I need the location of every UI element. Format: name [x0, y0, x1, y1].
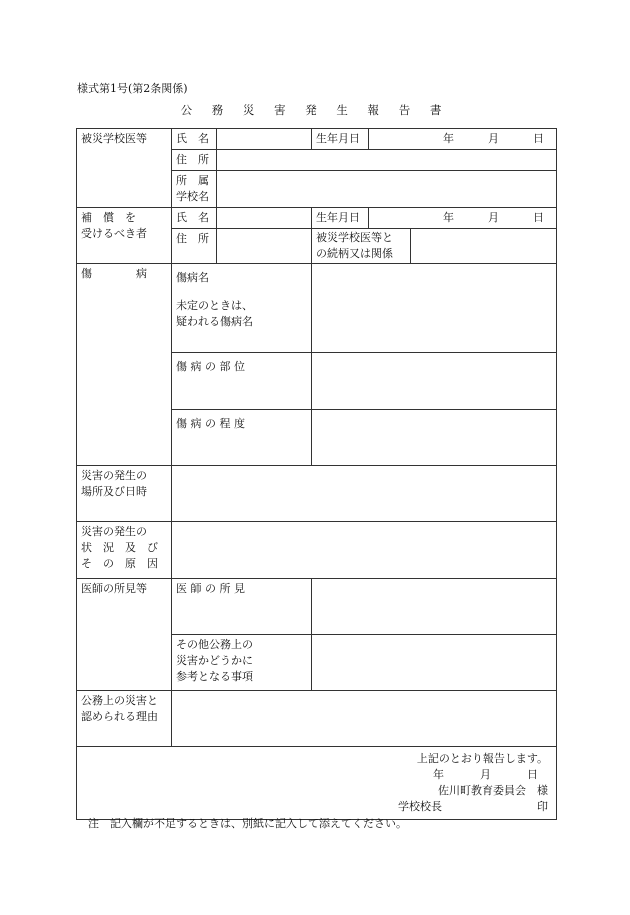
recipient-relation-label: 被災学校医等と の続柄又は関係	[312, 229, 411, 263]
doctor-section-label: 医師の所見等	[77, 579, 172, 691]
doctor-findings-label: 医 師 の 所 見	[172, 579, 312, 635]
reason-label: 公務上の災害と 認められる理由	[77, 691, 172, 747]
recipient-birth-month: 月	[488, 211, 499, 224]
doctor-findings-field[interactable]	[312, 579, 557, 635]
injury-name-label: 傷病名 未定のときは、 疑われる傷病名	[172, 264, 312, 353]
injury-part-field[interactable]	[312, 353, 557, 410]
recipient-birth-year: 年	[443, 211, 454, 224]
recipient-address-label: 住 所	[172, 229, 217, 264]
victim-birth-year: 年	[443, 132, 454, 145]
injury-part-label: 傷 病 の 部 位	[172, 353, 312, 410]
occurrence-situation-label: 災害の発生の 状 況 及 び そ の 原 因	[77, 522, 172, 579]
recipient-name-field[interactable]	[217, 208, 312, 229]
injury-degree-label: 傷 病 の 程 度	[172, 410, 312, 466]
recipient-section-label: 補 償 を 受けるべき者	[77, 208, 172, 264]
report-addressee: 佐川町教育委員会 様	[438, 784, 548, 797]
injury-degree-field[interactable]	[312, 410, 557, 466]
victim-birth-field[interactable]	[369, 129, 557, 150]
document-title: 公 務 災 害 発 生 報 告 書	[180, 103, 450, 117]
occurrence-place-field[interactable]	[172, 466, 557, 522]
victim-name-field[interactable]	[217, 129, 312, 150]
victim-name-label: 氏 名	[172, 129, 217, 150]
recipient-birth-label: 生年月日	[312, 208, 369, 229]
footnote: 注 記入欄が不足するときは、別紙に記入して添えてください。	[88, 817, 407, 830]
form-number-label: 様式第1号(第2条関係)	[77, 82, 188, 95]
doctor-other-label: その他公務上の 災害かどうかに 参考となる事項	[172, 635, 312, 691]
victim-birth-day: 日	[533, 132, 544, 145]
report-date: 年 月 日	[433, 768, 538, 781]
occurrence-situation-field[interactable]	[172, 522, 557, 579]
recipient-relation-cell	[312, 229, 557, 264]
recipient-birth-field[interactable]	[369, 208, 557, 229]
report-footer	[77, 747, 557, 820]
victim-address-label: 住 所	[172, 150, 217, 171]
injury-name-field[interactable]	[312, 264, 557, 353]
report-statement: 上記のとおり報告します。	[416, 752, 548, 765]
reason-field[interactable]	[172, 691, 557, 747]
recipient-address-field[interactable]	[217, 229, 312, 264]
recipient-birth-day: 日	[533, 211, 544, 224]
injury-section-label: 傷 病	[77, 264, 172, 466]
victim-affiliation-field[interactable]	[217, 171, 557, 208]
recipient-relation-field[interactable]	[411, 229, 556, 263]
occurrence-place-label: 災害の発生の 場所及び日時	[77, 466, 172, 522]
victim-address-field[interactable]	[217, 150, 557, 171]
victim-birth-month: 月	[488, 132, 499, 145]
seal-mark: 印	[537, 800, 548, 813]
victim-birth-label: 生年月日	[312, 129, 369, 150]
victim-affiliation-label: 所 属 学校名	[172, 171, 217, 208]
recipient-name-label: 氏 名	[172, 208, 217, 229]
report-form-table	[76, 128, 557, 820]
report-principal: 学校校長 印	[398, 800, 548, 813]
victim-section-label: 被災学校医等	[77, 129, 172, 208]
doctor-other-field[interactable]	[312, 635, 557, 691]
